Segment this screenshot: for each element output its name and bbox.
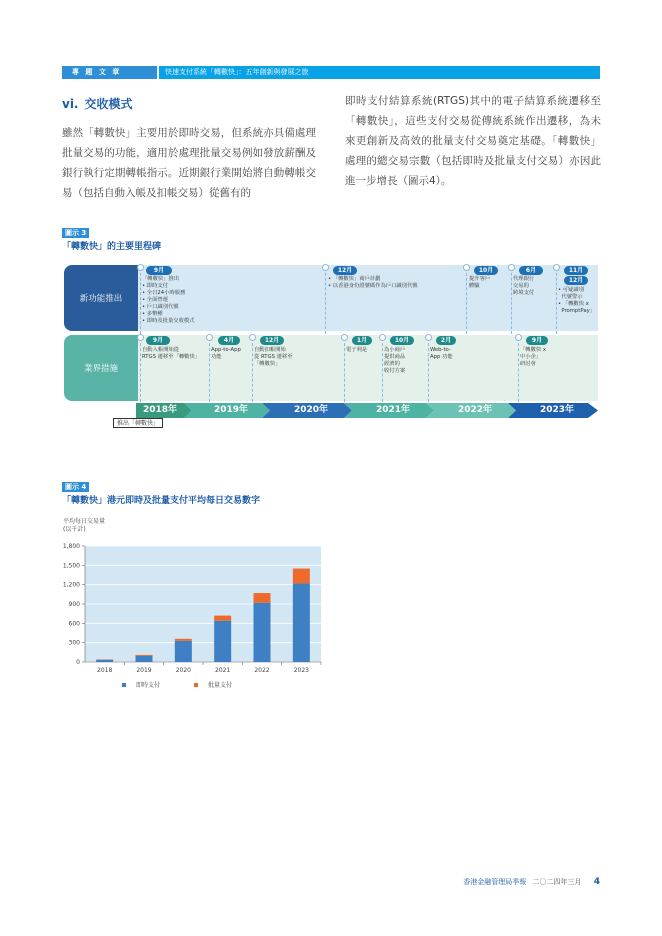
event-month: 9月	[146, 266, 172, 275]
timeline-pin	[379, 334, 386, 341]
timeline-pin	[508, 264, 515, 271]
x-tick-label: 2020	[175, 667, 191, 674]
timeline-pin	[206, 334, 213, 341]
event-text: • 「轉數快」商戶計劃 • 以香港身份證號碼作為戶口識別代號	[328, 276, 418, 289]
section-label: 專 題 文 章	[62, 66, 157, 79]
y-tick-label: 1,800	[62, 543, 80, 550]
timeline-divider	[209, 338, 210, 402]
timeline-divider	[428, 338, 429, 402]
timeline-pin	[249, 334, 256, 341]
year-2021: 2021年	[375, 405, 411, 415]
timeline-pin	[463, 264, 470, 271]
y-tick-label: 1,200	[62, 581, 80, 589]
event-month: 12月	[564, 276, 588, 285]
event-month: 4月	[218, 336, 240, 345]
paragraph-left: 雖然「轉數快」主要用於即時交易，但系統亦具備處理批量交易的功能，適用於處理批量交易例如發放薪酬及銀行執行定期轉帳指示。近期銀行業開始將自動轉帳交易（包括自動入帳及扣帳交易）從舊有的	[62, 127, 316, 199]
section-number: vi.	[62, 97, 79, 111]
paragraph-right: 即時支付結算系統(RTGS)其中的電子結算系統遷移至「轉數快」，這些支付交易從傳統系統作出遷移，為未來更創新及高效的批量支付交易奠定基礎。「轉數快」處理的總交易宗數（包括即時及批量支付交易）亦因此進一步增長（圖示4）。	[345, 95, 601, 187]
timeline-pin	[137, 264, 144, 271]
event-text: Web-to- App 功能	[430, 347, 453, 360]
timeline-pin	[341, 334, 348, 341]
timeline-divider	[325, 268, 326, 334]
page-number: 4	[593, 877, 600, 887]
event-text: • 可疑識別 代號警示 • 「轉數快 x PromptPay」	[558, 287, 596, 314]
figure4-tag: 圖示 4	[62, 482, 89, 492]
timeline-divider	[511, 268, 512, 334]
timeline-pin	[425, 334, 432, 341]
legend-item-instant	[122, 680, 160, 689]
timeline-divider	[556, 268, 557, 334]
x-tick-label: 2023	[293, 667, 309, 674]
event-month: 12月	[260, 336, 284, 345]
event-text: App-to-App 功能	[211, 347, 241, 360]
event-text: 自動入帳開始從 RTGS 遷移至「轉數快」	[142, 347, 201, 360]
event-month: 2月	[436, 336, 456, 345]
y-tick-label: 300	[68, 639, 80, 647]
timeline-divider	[140, 268, 141, 334]
event-text: 提升客戶 體驗	[469, 276, 491, 289]
year-2022: 2022年	[457, 405, 493, 415]
bar-chart	[55, 540, 325, 678]
article-title: 快速支付系統「轉數快」：五年創新與發展之旅	[159, 66, 600, 79]
timeline-divider	[466, 268, 467, 334]
event-month: 9月	[146, 336, 170, 345]
event-text: 自動扣帳開始 從 RTGS 遷移至 「轉數快」	[254, 347, 293, 367]
legend-swatch	[194, 683, 198, 687]
event-month: 10月	[474, 266, 498, 275]
figure3-tag: 圖示 3	[62, 228, 89, 238]
section-title: 交收模式	[84, 97, 133, 111]
legend-label: 即時支付	[136, 682, 161, 689]
year-2020: 2020年	[293, 405, 329, 415]
legend-label: 批量支付	[208, 682, 233, 689]
bar	[293, 569, 310, 584]
bar	[293, 583, 310, 662]
bar	[175, 641, 192, 662]
event-text: 為小商戶 提供商品 經濟的 收付方案	[384, 347, 406, 374]
y-tick-label: 600	[68, 620, 80, 628]
timeline-divider	[382, 338, 383, 402]
event-text: 「轉數快」推出 • 即時支付 • 全日24小時服務 • 全面營運 • 戶口識別代號 • 多幣種 • 即時及批量交收模式	[142, 276, 195, 324]
legend-swatch	[122, 683, 126, 687]
x-tick-label: 2019	[136, 667, 152, 674]
chart-unit-label: 平均每日交易量 (以千計)	[63, 518, 106, 533]
event-text: 電子利是	[346, 347, 368, 353]
timeline-category-industry: 業界措施	[64, 335, 138, 401]
year-2019: 2019年	[213, 405, 249, 415]
year-ribbon	[136, 403, 598, 418]
timeline-divider	[518, 338, 519, 402]
timeline-divider	[344, 338, 345, 402]
timeline-pin	[137, 334, 144, 341]
event-month: 6月	[519, 266, 543, 275]
bar	[254, 603, 271, 662]
section-heading	[62, 95, 133, 112]
bar	[175, 639, 192, 641]
timeline-divider	[140, 338, 141, 402]
x-tick-label: 2021	[215, 667, 231, 674]
event-month: 9月	[526, 336, 548, 345]
launch-label: 推出「轉數快」	[113, 418, 163, 428]
x-tick-label: 2022	[254, 667, 270, 674]
event-text: 代理銀行 交易的 跨境支付	[513, 276, 535, 296]
year-2023: 2023年	[539, 405, 575, 415]
event-month: 1月	[352, 336, 372, 345]
timeline-category-new-features: 新功能推出	[64, 265, 138, 331]
footer-publisher: 香港金融管理局季報	[463, 878, 527, 886]
bar	[254, 593, 271, 603]
figure3-title: 「轉數快」的主要里程碑	[62, 242, 162, 252]
legend-item-batch	[194, 680, 232, 689]
footer-date: 二〇二四年三月	[532, 878, 582, 886]
event-month: 12月	[333, 266, 357, 275]
event-text: 「轉數快 x 中小企」 研討會	[520, 347, 547, 367]
event-month: 10月	[390, 336, 414, 345]
timeline-pin	[322, 264, 329, 271]
y-tick-label: 1,500	[62, 562, 80, 570]
bar	[96, 660, 113, 662]
timeline-divider	[252, 338, 253, 402]
bar	[214, 621, 231, 662]
event-month: 11月	[564, 266, 588, 275]
year-2018: 2018年	[142, 405, 178, 415]
bar	[136, 655, 153, 656]
y-tick-label: 0	[76, 659, 80, 666]
page-footer	[463, 877, 600, 887]
timeline-pin	[515, 334, 522, 341]
timeline-pin	[553, 264, 560, 271]
y-tick-label: 900	[68, 601, 80, 608]
x-tick-label: 2018	[97, 667, 113, 674]
bar	[136, 656, 153, 662]
figure4-title: 「轉數快」港元即時及批量支付平均每日交易數字	[62, 496, 261, 506]
bar	[214, 616, 231, 621]
